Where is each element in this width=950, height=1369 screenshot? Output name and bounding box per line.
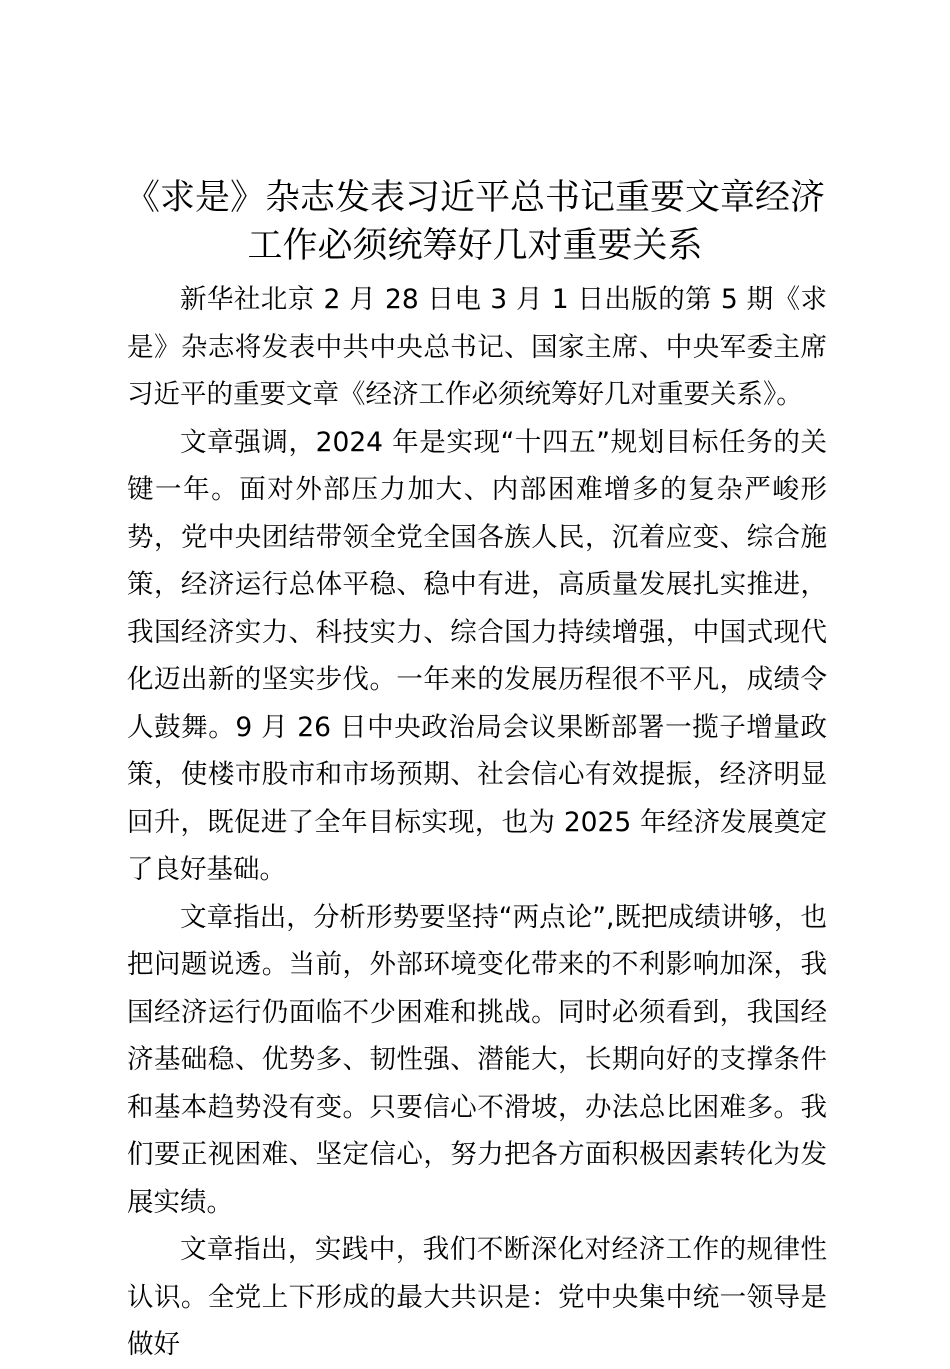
document-title: 《求是》杂志发表习近平总书记重要文章经济工作必须统筹好几对重要关系 xyxy=(124,178,825,266)
paragraph: 新华社北京 2 月 28 日电 3 月 1 日出版的第 5 期《求是》杂志将发表中共中央总书记、国家主席、中央军委主席习近平的重要文章《经济工作必须统筹好几对重要关系》。 xyxy=(127,284,827,410)
paragraph: 文章指出，实践中，我们不断深化对经济工作的规律性认识。全党上下形成的最大共识是：党中央集中统一领导是做好 xyxy=(127,1234,827,1360)
document-body xyxy=(127,276,827,1369)
paragraph: 文章强调，2024 年是实现“十四五”规划目标任务的关键一年。面对外部压力加大、内部困难增多的复杂严峻形势，党中央团结带领全党全国各族人民，沉着应变、综合施策，经济运行总体平稳、稳中有进，高质量发展扎实推进，我国经济实力、科技实力、综合国力持续增强，中国式现代化迈出新的坚实步伐。一年来的发展历程很不平凡，成绩令人鼓舞。9 月 26 日中央政治局会议果断部署一揽子增量政策，使楼市股市和市场预期、社会信心有效提振，经济明显回升，既促进了全年目标实现，也为 2025 年经济发展奠定了良好基础。 xyxy=(127,426,827,885)
paragraph: 文章指出，分析形势要坚持“两点论”,既把成绩讲够，也把问题说透。当前，外部环境变化带来的不利影响加深，我国经济运行仍面临不少困难和挑战。同时必须看到，我国经济基础稳、优势多、韧性强、潜能大，长期向好的支撑条件和基本趋势没有变。只要信心不滑坡，办法总比困难多。我们要正视困难、坚定信心，努力把各方面积极因素转化为发展实绩。 xyxy=(127,901,827,1218)
